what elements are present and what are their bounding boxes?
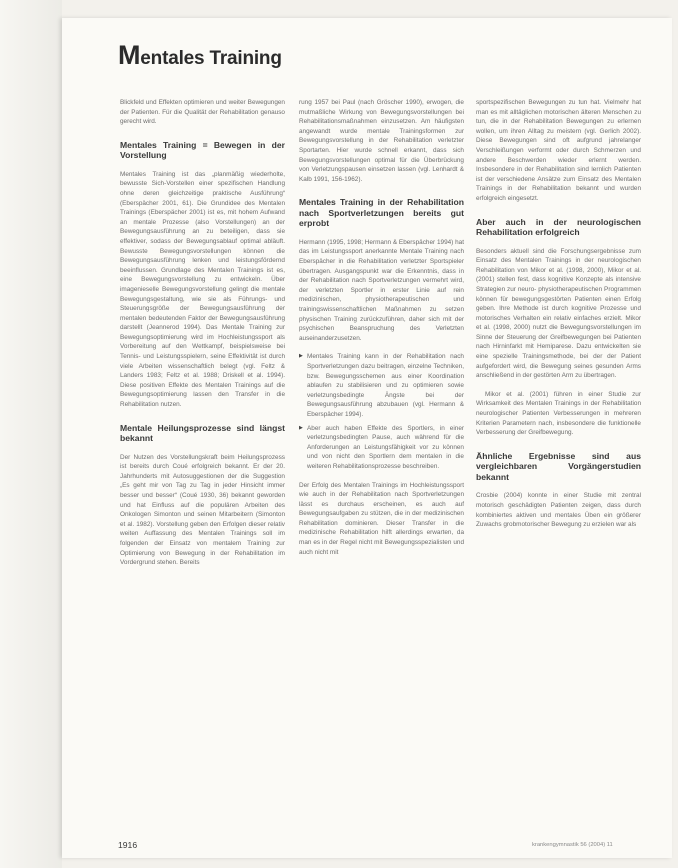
journal-reference: krankengymnastik 56 (2004) 11 (532, 842, 613, 848)
paragraph: Crosbie (2004) konnte in einer Studie mit zentral motorisch geschädigten Patienten zeigen, dass durch kombiniertes aktiven und mentales Üben ein größerer Zuwachs grobmotorischer Bewegung zu erzielen war als (476, 492, 641, 529)
column-2 (299, 98, 464, 566)
scan-left-margin (0, 0, 62, 868)
document-page (62, 18, 672, 858)
paragraph: Mikor et al. (2001) führen in einer Studie zur Wirksamkeit des Mentalen Trainings in der Rehabilitation neurologischer Patienten Verbesserungen in mehreren Kriterien Parametern nach, insbesondere die funktionelle Verbesserung der Greifbewegung. (476, 390, 641, 437)
paragraph: rung 1957 bei Paul (nach Gröscher 1990), erwogen, die mutmaßliche Wirkung von Bewegungsvorstellungen bei Rehabilitationsmaßnahmen einzusetzen. Am häufigsten angewandt wurde mentale Trainingsformen zur Bewegungsvorstellung in der Rehabilitation verletzter Sportarten. Hier wurde schnell erkannt, dass sich Bewegungsvorstellungen optimal für die Überbrückung von Verletzungspausen einsetzen lassen (vgl. Lenhardt & Kalb 1991, 156-1962). (299, 99, 464, 183)
page-number: 1916 (118, 840, 138, 850)
section-heading: Mentales Training in der Rehabilitation nach Sportverletzungen bereits gut erprobt (299, 197, 464, 229)
title-initial: M (118, 40, 141, 70)
section-heading: Mentale Heilungsprozesse sind längst bekannt (120, 422, 285, 444)
section-heading: Ähnliche Ergebnisse sind aus vergleichbaren Vorgängerstudien bekannt (476, 450, 641, 482)
title-rest: entales Training (140, 48, 282, 69)
paragraph: sportspezifischen Bewegungen zu tun hat. Vielmehr hat man es mit alltäglichen motorischen älteren Menschen zu tun, die in der Rehabilitation Bewegungen zu erlernen wollen, um ihren Alltag zu meistern (vgl. Gerlich 2002). Diese Bewegungen sind oft aufgrund jahrelanger Verschleißungen verformt oder durch Schmerzen und andere Beschwerden wieder erlernt werden. Insbesondere in der Rehabilitation sind lernlich Patienten ist der verschiedene Ansätze zum Einsatz des Mentalen Trainings in der Rehabilitation bekannt und wurden erfolgreich eingesetzt. (476, 99, 641, 202)
list-item: ▶ Aber auch haben Effekte des Sportlers, in einer verletzungsbedingten Pause, auch während für die Anforderungen an Leistungsfähigkeit vor zu können und von nicht den Sportlern dem mentalen in die weiteren Rehabilitationsprozesse beschreiben. (299, 424, 464, 472)
page-title (118, 40, 282, 71)
paragraph: Der Nutzen des Vorstellungskraft beim Heilungsprozess ist bereits durch Coué erfolgreich bekannt. Er der 20. Jahrhunderts mit Autosuggestionen der die Suggestion „Es geht mir von Tag zu Tag in jeder Hinsicht immer besser und besser“ (Coué 1930, 36) bekannt geworden und hat Einfluss auf die populären Arbeiten des Onkologen Simonton und seinen Mitarbeitern (Simonton et al. 1982). Vorstellung geben den Erfolgen dieser relativ weiten Auffassung des Mentalen Trainings soll im folgenden der Einsatz von mentalem Training zur Optimierung von Bewegung in der Rehabilitation im Vordergrund stehen. Bereits (120, 453, 285, 567)
paragraph: Der Erfolg des Mentalen Trainings im Hochleistungssport wie auch in der Rehabilitation nach Sportverletzungen lässt es durchaus erscheinen, es auch auf Bewegungsaufgaben zu stützen, die in der medizinischen Rehabilitation dominieren. Dieser Transfer in die medizinische Rehabilitation hilft allerdings erwarten, da man es in der Regel nicht mit Bewegungsspezialisten und auch nicht mit (299, 481, 464, 556)
paragraph: Besonders aktuell sind die Forschungsergebnisse zum Einsatz des Mentalen Trainings in der neurologischen Rehabilitation von Mikor et al. (1998, 2000), Mikor et al. (2001) stellen fest, dass kognitive Konzepte als intensive Strategien zur neuro- physiotherapeutischen Programmen können für bewegungsgestörten Patienten einen Erfolg geben. Ihre Methode ist durch kognitive Prozesse und motorisches Verhalten ein relativ einfaches erzielt. Mikor et al. (1998, 2000) nutzt die Bewegungsvorstellungen im Sinne der Steuerung der Greifbewegungen bei Patienten nach Hirninfarkt mit Hemiparese. Dazu entwickelten sie eine spezielle Trainingsmethode, bei der der Patient aufgefordert wird, die Bewegung seines gesunden Arms anschließend in der gestörten Arm zu übertragen. (476, 247, 641, 380)
column-3 (476, 98, 641, 539)
section-heading: Aber auch in der neurologischen Rehabilitation erfolgreich (476, 216, 641, 238)
section-heading: Mentales Training = Bewegen in der Vorstellung (120, 139, 285, 161)
paragraph: Blickfeld und Effekten optimieren und weiter Bewegungen der Patienten. Für die Qualität der Rehabilitation genauso gerecht wird. (120, 99, 285, 126)
paragraph: Hermann (1995, 1998; Hermann & Eberspächer 1994) hat das im Leistungssport anerkannte Mentale Training nach Eberspächer in die Rehabilitation verletzter Sportspieler übertragen. Ausgangspunkt war die Erkenntnis, dass in der Rehabilitation nach Sportverletzungen vermehrt wird, der verletzten Sportler in erster Linie auf rein medizinischen, physiotherapeutischen und trainingswissenschaftlichen Maßnahmen zu setzen physischen Training zurückzuführen, daher sich mit der psychischen Beanspruchung des Verletzten auseinanderzusetzen. (299, 238, 464, 342)
list-item: ▶ Mentales Training kann in der Rehabilitation nach Sportverletzungen dazu beitragen, einzelne Techniken, bzw. Bewegungsschemen aus einer Koordination ablaufen zu stabilisieren und zu optimieren sowie verletzungsbedingte Ängste bei der Bewegungsausführung abzubauen (vgl. Hermann & Eberspächer 1994). (299, 352, 464, 419)
column-1 (120, 98, 285, 577)
paragraph: Mentales Training ist das „planmäßig wiederholte, bewusste Sich-Vorstellen einer spezifischen Handlung ohne deren gleichzeitige praktische Ausführung“ (Eberspächer 2001, 61). Die Grundidee des Mentalen Trainings (Eberspächer 2001) ist es, mit hohem Aufwand an mentale Prozesse (also Vorstellungen) an der Bewegungsausführung an zu beteiligen, dass sie effektiver, sodass der Bewegungsablauf optimal abläuft. Bewusste Bewegungsvorstellungen können die Bewegungsausführung lenken und leistungsfördernd beeinflussen. Grundlage des Mentalen Trainings ist es, eine Bewegungsvorstellung zu entwickeln. Über imagenieselle Bewegungsvorstellung gelingt die mentale Bewegungsgestaltung, wie sie als Führungs- und Steuerungsgröße der Bewegungsausführung der mentalen bedeutenden Faktor der Bewegungsausführung darstellt (Jeannerod 1994). Das Mentale Training zur Bewegungsoptimierung wird im Hochleistungssport als Vorbereitung auf den Wettkampf, beispielsweise bei Tennis- und Leistungsspielern, seine Effektivität ist durch viele Arbeiten wissenschaftlich belegt (vgl. Feltz & Landers 1983; Feltz et al. 1988; Driskell et al. 1994). Diese positiven Effekte des Mentalen Trainings auf die Bewegungsoptimierung lassen den Transfer in die Rehabilitation nutzen. (120, 170, 285, 409)
bullet-list (299, 352, 464, 471)
